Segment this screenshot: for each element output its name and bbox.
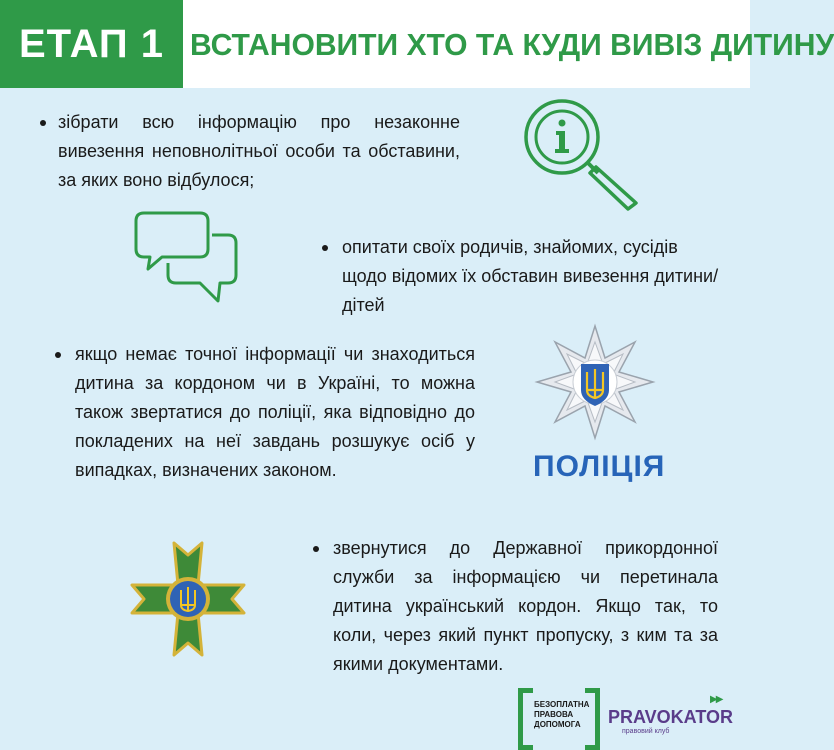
bullet-text: опитати своїх родичів, знайомих, сусідів щодо відомих їх обставин вивезення дитини/дітей <box>342 237 719 315</box>
pravokator-logo: PRAVOKATOR <box>608 707 734 727</box>
bullet-contact-police <box>55 340 475 485</box>
bullet-ask-relatives <box>322 233 722 320</box>
page-title: ВСТАНОВИТИ ХТО ТА КУДИ ВИВІЗ ДИТИНУ <box>190 27 834 62</box>
logo-line-2: ПРАВОВА <box>534 710 574 719</box>
info-magnifier-icon <box>510 95 650 210</box>
pravokator-subtitle: правовий клуб <box>622 728 670 735</box>
stage-badge <box>0 0 183 88</box>
bullet-text: якщо немає точної інформації чи знаходиться дитина за кордоном чи в Україні, то можна також звертатися до поліції, яка відповідно до покладених на неї завдань розшукує осіб у випадках, визначених законом. <box>75 344 475 480</box>
logo-bracket-left <box>518 688 533 750</box>
police-label: ПОЛІЦІЯ <box>533 450 666 483</box>
police-star-emblem-icon <box>530 325 660 440</box>
bullet-collect-info <box>40 108 460 195</box>
bullet-dot <box>55 352 61 358</box>
bullet-text: зібрати всю інформацію про незаконне вивезення неповнолітньої особи та обставини, за яких воно відбулося; <box>58 112 460 190</box>
logo-line-1: БЕЗОПЛАТНА <box>534 700 590 709</box>
arrows-icon: ▶▶ <box>710 694 722 705</box>
border-guard-cross-emblem-icon <box>128 540 248 658</box>
bullet-contact-border-service <box>313 534 718 679</box>
free-legal-aid-logo <box>518 688 600 746</box>
stage-label: ЕТАП 1 <box>18 21 165 66</box>
bullet-dot <box>40 120 46 126</box>
logo-line-3: ДОПОМОГА <box>534 720 581 729</box>
chat-bubbles-icon <box>132 205 242 307</box>
bullet-dot <box>322 245 328 251</box>
bullet-text: звернутися до Державної прикордонної служби за інформацією чи перетинала дитина український кордон. Якщо так, то коли, через який пункт пропуску, з ким та за якими документами. <box>333 538 718 674</box>
bullet-dot <box>313 546 319 552</box>
logo-bracket-right <box>585 688 600 750</box>
